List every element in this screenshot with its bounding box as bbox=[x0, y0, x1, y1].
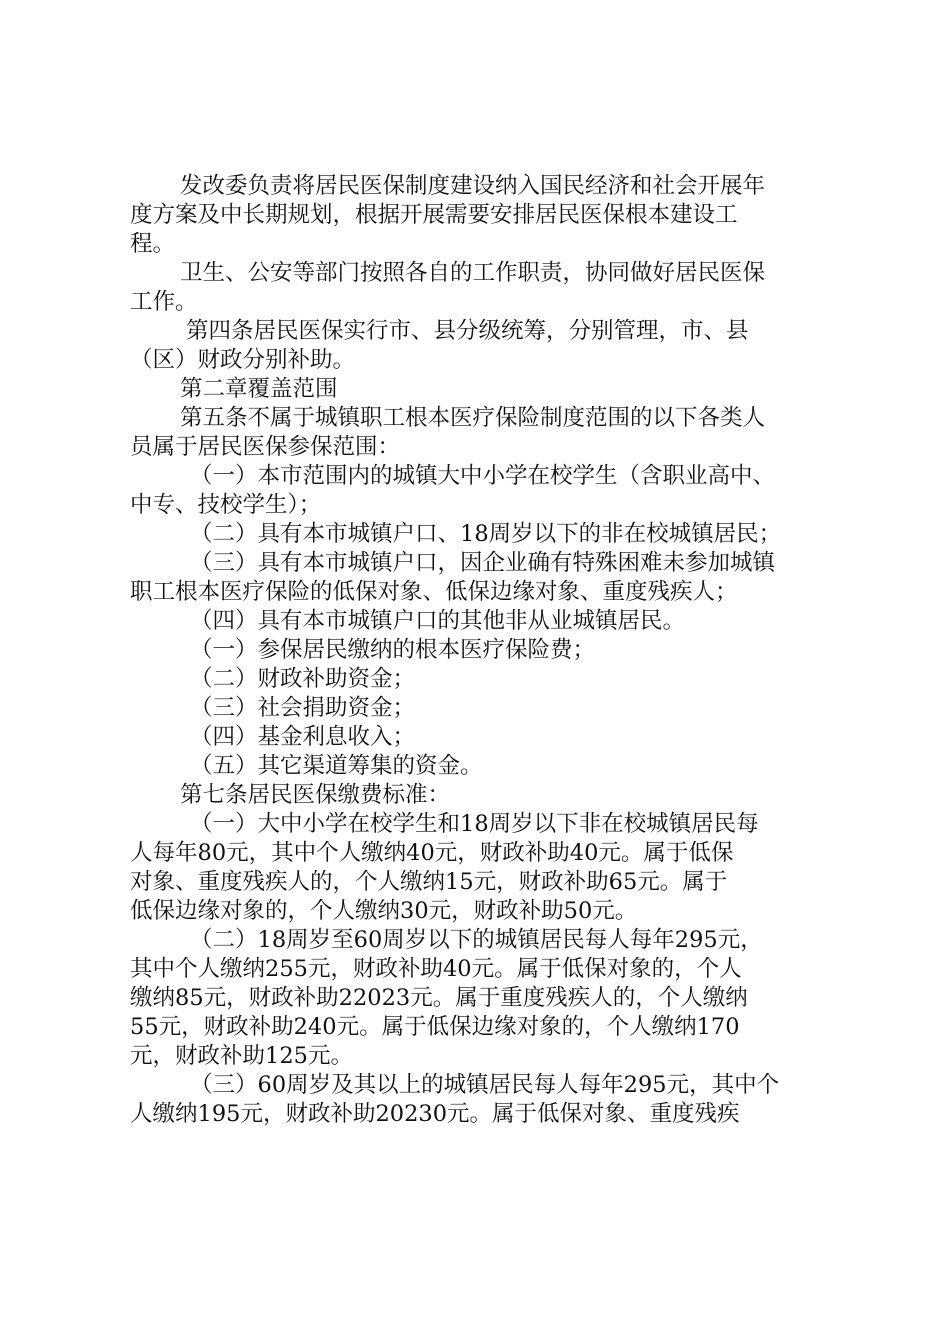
text-line: （三）具有本市城镇户口，因企业确有特殊困难未参加城镇 bbox=[190, 550, 776, 576]
text-line: 低保边缘对象的，个人缴纳30元，财政补助50元。 bbox=[130, 898, 638, 924]
text-line: （四）具有本市城镇户口的其他非从业城镇居民。 bbox=[190, 608, 686, 634]
text-line: 人每年80元，其中个人缴纳40元，财政补助40元。属于低保 bbox=[130, 840, 734, 866]
text-line: （二）18周岁至60周岁以下的城镇居民每人每年295元， bbox=[190, 927, 763, 953]
text-line: 员属于居民医保参保范围： bbox=[130, 434, 401, 460]
text-line: 发改委负责将居民医保制度建设纳入国民经济和社会开展年 bbox=[180, 173, 766, 199]
text-line: 55元，财政补助240元。属于低保边缘对象的，个人缴纳170 bbox=[130, 1014, 740, 1040]
text-line: 中专、技校学生）； bbox=[130, 492, 322, 518]
text-line: （一）参保居民缴纳的根本医疗保险费； bbox=[190, 637, 596, 663]
text-line: 职工根本医疗保险的低保对象、低保边缘对象、重度残疾人； bbox=[130, 579, 738, 605]
text-line: （四）基金利息收入； bbox=[190, 724, 416, 750]
text-line: 第四条居民医保实行市、县分级统筹，分别管理，市、县 bbox=[186, 318, 749, 344]
text-line: 程。 bbox=[130, 231, 176, 257]
text-line: （一）本市范围内的城镇大中小学在校学生（含职业高中、 bbox=[190, 463, 776, 489]
text-line: 其中个人缴纳255元，财政补助40元。属于低保对象的，个人 bbox=[130, 956, 742, 982]
text-line: 工作。 bbox=[130, 289, 198, 315]
text-line: 第七条居民医保缴费标准： bbox=[180, 782, 451, 808]
text-line: （区）财政分别补助。 bbox=[130, 347, 356, 373]
text-line: （三）60周岁及其以上的城镇居民每人每年295元，其中个 bbox=[190, 1072, 780, 1098]
text-line: 人缴纳195元，财政补助20230元。属于低保对象、重度残疾 bbox=[130, 1101, 740, 1127]
text-line: 对象、重度残疾人的，个人缴纳15元，财政补助65元。属于 bbox=[130, 869, 728, 895]
text-line: （二）具有本市城镇户口、18周岁以下的非在校城镇居民； bbox=[190, 521, 782, 547]
document-body bbox=[130, 172, 830, 1129]
text-line: 卫生、公安等部门按照各自的工作职责，协同做好居民医保 bbox=[180, 260, 766, 286]
chapter-heading: 第二章覆盖范围 bbox=[180, 376, 338, 402]
text-line: 度方案及中长期规划，根据开展需要安排居民医保根本建设工 bbox=[130, 202, 738, 228]
text-line: 元，财政补助125元。 bbox=[130, 1043, 353, 1069]
text-line: 缴纳85元，财政补助22023元。属于重度残疾人的，个人缴纳 bbox=[130, 985, 748, 1011]
text-line: （五）其它渠道筹集的资金。 bbox=[190, 753, 483, 779]
text-line: 第五条不属于城镇职工根本医疗保险制度范围的以下各类人 bbox=[180, 405, 766, 431]
text-line: （一）大中小学在校学生和18周岁以下非在校城镇居民每 bbox=[190, 811, 759, 837]
text-line: （二）财政补助资金； bbox=[190, 666, 416, 692]
text-line: （三）社会捐助资金； bbox=[190, 695, 416, 721]
